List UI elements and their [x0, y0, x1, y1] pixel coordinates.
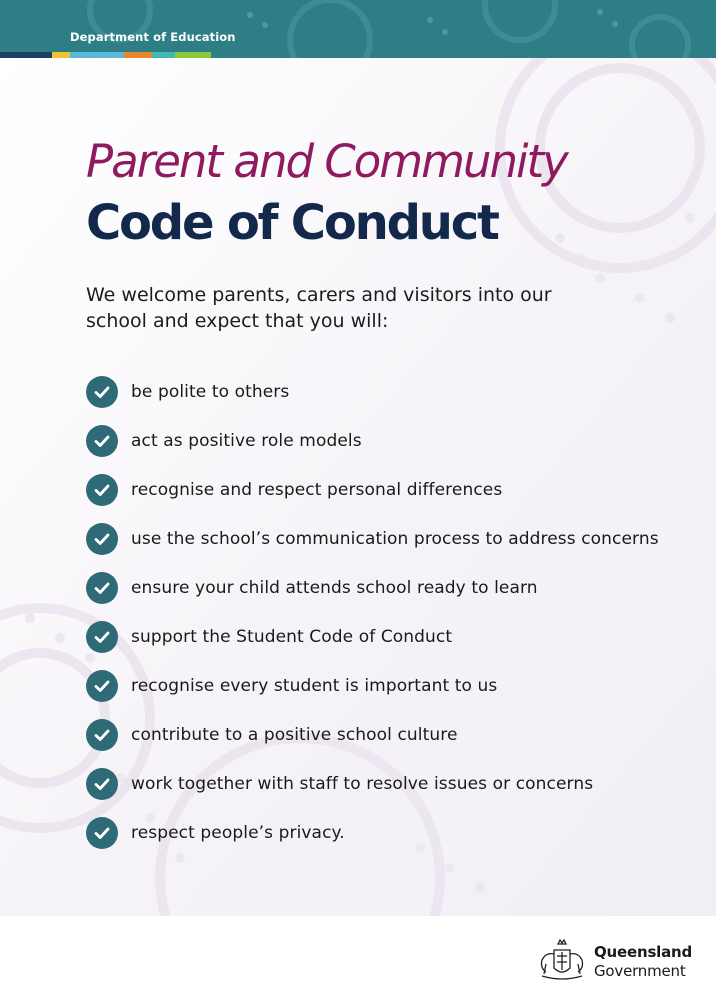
department-name: Department of Education	[70, 30, 236, 44]
color-strip	[0, 52, 211, 58]
check-circle-icon	[86, 670, 118, 702]
check-circle-icon	[86, 768, 118, 800]
list-item-text: ensure your child attends school ready to learn	[131, 577, 538, 598]
check-circle-icon	[86, 474, 118, 506]
queensland-government-logo	[536, 934, 696, 986]
list-item	[86, 563, 659, 612]
check-circle-icon	[86, 817, 118, 849]
check-circle-icon	[86, 376, 118, 408]
list-item-text: recognise every student is important to us	[131, 675, 498, 696]
list-item-text: act as positive role models	[131, 430, 362, 451]
list-item	[86, 416, 659, 465]
intro-text: We welcome parents, carers and visitors into our school and expect that you will:	[86, 284, 552, 332]
list-item-text: use the school’s communication process to address concerns	[131, 528, 659, 549]
list-item	[86, 367, 659, 416]
logo-subtitle: Government	[594, 962, 686, 980]
list-item-text: recognise and respect personal differences	[131, 479, 503, 500]
check-circle-icon	[86, 523, 118, 555]
title-line-1: Parent and Community	[86, 135, 567, 188]
check-circle-icon	[86, 425, 118, 457]
list-item	[86, 612, 659, 661]
list-item-text: work together with staff to resolve issues or concerns	[131, 773, 594, 794]
list-item-text: support the Student Code of Conduct	[131, 626, 453, 647]
header-band	[0, 0, 716, 58]
check-circle-icon	[86, 621, 118, 653]
list-item	[86, 465, 659, 514]
logo-name: Queensland	[594, 943, 693, 961]
list-item	[86, 808, 659, 857]
check-circle-icon	[86, 719, 118, 751]
list-item-text: be polite to others	[131, 381, 290, 402]
queensland-coat-of-arms-icon	[536, 934, 588, 986]
list-item	[86, 759, 659, 808]
list-item	[86, 710, 659, 759]
list-item-text: respect people’s privacy.	[131, 822, 345, 843]
check-circle-icon	[86, 572, 118, 604]
list-item	[86, 661, 659, 710]
conduct-checklist	[86, 367, 659, 857]
list-item-text: contribute to a positive school culture	[131, 724, 458, 745]
list-item	[86, 514, 659, 563]
title-line-2: Code of Conduct	[86, 195, 498, 251]
